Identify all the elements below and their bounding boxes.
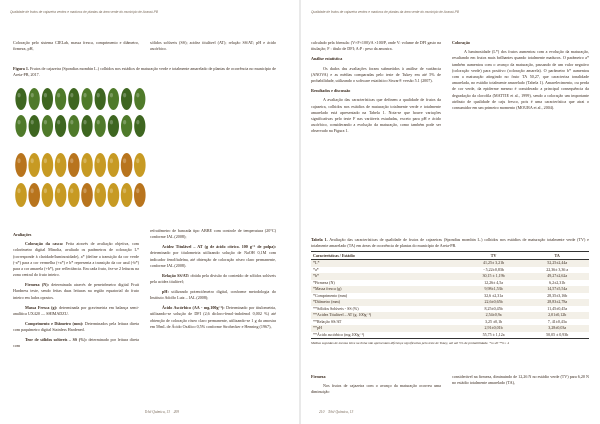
text-refratometro: refratômetro de bancada tipo ABBE com controle de temperatura (20°C) conforme IAL (2008); [150, 228, 276, 240]
table-cell-tv: - 5,22±0,83b [483, 266, 504, 272]
table-row [311, 332, 589, 339]
footer-journal-right: Tchê Química [327, 410, 348, 414]
green-fruit [134, 88, 145, 110]
yellow-fruit [28, 183, 40, 207]
fruit-highlight [97, 158, 100, 163]
green-fruit [121, 115, 132, 137]
right-page [301, 0, 600, 424]
intro-text: Coloração pelo sistema CIELab, massa fresca, comprimento e diâmetro, firmeza, pH, [13, 40, 139, 52]
table-cell-ta: 2,01±0,12b [525, 312, 589, 319]
right-col-1 [311, 40, 441, 138]
fruit-highlight [123, 93, 126, 97]
right-col-2 [452, 40, 589, 115]
fruit-highlight [17, 120, 20, 124]
fruit-highlight [70, 158, 73, 163]
running-header-left: Qualidade de frutos de cajazeira verdes e maduros de plantas da área verde do município de Acaraú-PB [10, 10, 159, 14]
table-cell-ta: 3,28±0,03a [525, 325, 589, 332]
fruit-highlight [57, 188, 60, 193]
text-firmeza-result: Nos frutos de cajazeira com o avanço da maturação ocorreu uma diminuição [311, 383, 441, 395]
green-fruit [68, 88, 79, 110]
fruit-highlight [83, 158, 86, 163]
text-ratio: obtida pela divisão do conteúdo de sólidos solúveis pela acidez titulável; [150, 272, 276, 285]
table-cell-characteristic: **Sólidos Solúveis - SS (%) [313, 305, 359, 311]
text-resultados: A avaliação das características que definem a qualidade de frutos da cajazeira, colhidos nos estádios de maturação totalmente verde e totalmente amarelado está apresentado na Tabela 1. Nota-se que houve variações significativas pelo teste F nas variáveis estudadas, exceto para pH e ácido ascórbico, considerando a evolução da maturação, como também pode ser observado na Figura 1. [311, 97, 441, 134]
fruit-highlight [44, 93, 47, 97]
table-cell-tv: 55,75 ± 1,12a [462, 332, 526, 339]
fruit-highlight [123, 188, 126, 193]
table-cell-characteristic: *Massa fresca (g) [311, 286, 462, 293]
green-fruit [134, 115, 145, 137]
table-cell-tv: 22,6±0,65b [462, 299, 526, 306]
label-ph: pH: [162, 289, 169, 295]
yellow-fruit [121, 153, 133, 177]
section-estatistica: Análise estatística [311, 56, 343, 62]
fruit-highlight [70, 120, 73, 124]
footer-right: 210 Tchê Química, 13 [319, 410, 354, 414]
section-firmeza: Firmeza [311, 374, 326, 379]
fruit-highlight [31, 188, 34, 193]
green-fruit [81, 115, 92, 137]
table-cell-ta: 11,45±0,45a [547, 305, 568, 311]
table-header-ta: TA [525, 252, 589, 260]
table-cell-ta: 28,35±3,16b [547, 292, 568, 298]
table-cell-characteristic: *Comprimento (mm) [313, 292, 348, 298]
footer-left: Tchê Química, 13 209 [144, 410, 179, 414]
left-col-2 [150, 228, 276, 334]
text-aa: Determinado por titulometria, utilizando-se solução de DFI (2,6 dicloro-fenol-indofenol 0,002 %) até obtenção de coloração róseo claro permanente, utilizando-se 1 g da amostra em 50mL de Ácido Oxálico 0,5% conforme Strohecker e Henning (1967), [150, 305, 276, 329]
footer-page-number: 209 [173, 410, 179, 414]
table-cell-characteristic: **Relação SS/AT [313, 318, 342, 324]
fruit-highlight [31, 93, 34, 97]
fruit-highlight [136, 158, 139, 163]
fruit-highlight [110, 188, 113, 193]
yellow-fruit [55, 183, 67, 207]
table-cell-characteristic: *Diâmetro (mm) [311, 299, 462, 306]
fruit-highlight [97, 188, 100, 193]
fruit-highlight [57, 93, 60, 97]
text-coloracao-result: A luminosidade (L*) dos frutos aumentou com a evolução da maturação, resultando em frutos mais brilhantes quando totalmente maduros. O parâmetro a* também aumentou com o avanço da maturação, passando de um valor negativo (coloração verde) para positivo (coloração amarela). O parâmetro b* aumentou com a maturação atingindo no fruto TA 50,27, que caracteriza tonalidade amarelada, no estádio totalmente amarelado (Tabela 1). Amarelecimento, ou perda de cor verde, da epiderme mesmo é considerado a principal consequência da degradação da clorofila (MATTIE et al., 1999), sendo a coloração um importante atributo de qualidade de caju fresco, pois é uma característica que atrai o consumidor em um primeiro momento (MOURA et al., 2004). [452, 49, 589, 111]
yellow-fruit [121, 183, 133, 207]
yellow-fruit [134, 153, 146, 177]
quality-table [311, 251, 589, 339]
yellow-fruit [55, 153, 67, 177]
fruit-highlight [44, 120, 47, 124]
label-comprimento: Comprimento e Diâmetro (mm): [25, 320, 84, 326]
right-col-1-bottom [311, 374, 441, 399]
fruit-highlight [17, 158, 20, 163]
green-fruit [68, 115, 79, 137]
fruit-highlight [110, 120, 113, 124]
yellow-fruit [94, 153, 106, 177]
fruit-highlight [70, 188, 73, 193]
yellow-fruit [68, 183, 80, 207]
table-cell-tv: 2,91±0,01b [462, 325, 526, 332]
yellow-fruit [81, 183, 93, 207]
table-footnote: Médias seguidas de mesma letra na linha não apresentam diferença significativa pelo teste de Tukey, até até 5% de probabilidade. *n=20 **n= 4 [311, 341, 509, 346]
yellow-fruit [28, 153, 40, 177]
section-resultados: Resultados e discussão [311, 88, 351, 94]
label-massa: Massa Fresca (g): [25, 304, 58, 310]
yellow-fruit [94, 183, 106, 207]
fruit-highlight [31, 120, 34, 124]
label-sst: Teor de sólidos solúveis – SS (%): [25, 337, 87, 343]
fruit-highlight [97, 93, 100, 97]
green-fruit [42, 88, 53, 110]
text-comprimento: Determinados pela leitura direta com paquímetro digital Stainless Hardened. [13, 320, 139, 333]
left-col-2-top [150, 40, 276, 56]
table-row [311, 260, 589, 267]
fruit-highlight [57, 120, 60, 124]
green-fruit [108, 115, 119, 137]
footer-volume-right: 13 [349, 410, 354, 414]
table-cell-tv: 41,25± 3,21b [462, 260, 526, 267]
fruit-highlight [110, 93, 113, 97]
fruit-highlight [136, 120, 139, 124]
left-col-1-top [13, 40, 139, 56]
table-cell-characteristic: *L* [311, 260, 462, 267]
left-page [0, 0, 299, 424]
fruit-highlight [83, 120, 86, 124]
figure-label: Figura 1. [13, 66, 29, 71]
footer-page-number-right: 210 [319, 410, 325, 414]
fruit-highlight [97, 120, 100, 124]
fruit-highlight [57, 158, 60, 163]
text-coloracao: Feita através de avaliação objetiva, com colorímetro digital Minolta, avaliado os parâmetros de coloração L* (corresponde à claridade/luminosidade), a* (define a transição da cor verde (-a*) para a cor vermelha (+a*) e b* representa a transição da cor azul (-b*) para a cor amarela (+b*), por reflectância. Em cada fruto, fez-se 2 leituras na zona central do fruto inteiro. [13, 241, 139, 278]
yellow-fruit [81, 153, 93, 177]
green-fruit [81, 88, 92, 110]
fruit-highlight [136, 188, 139, 193]
fruit-highlight [123, 158, 126, 163]
table-cell-tv: 9,98±1,53b [462, 286, 526, 293]
section-coloracao: Coloração [452, 40, 470, 45]
fruit-highlight [123, 120, 126, 124]
table-cell-ta: 22,36± 3,36 a [546, 266, 569, 272]
yellow-fruit [15, 153, 27, 177]
green-fruit [95, 88, 106, 110]
table-cell-characteristic: *b* [311, 273, 462, 280]
table-cell-tv: 30,15 ± 1,19b [462, 273, 526, 280]
footer-volume: 13 [166, 410, 171, 414]
table-header-characteristics: Características / Estádio [311, 252, 462, 260]
section-avaliacoes: Avaliações [13, 232, 32, 237]
text-massa: determinada por gravimetria em balança semi-analítica UX420 — SHIMADZU. [13, 304, 139, 316]
green-fruit [121, 88, 132, 110]
table-header-tv: TV [462, 252, 526, 260]
table-cell-ta: 49,27±2,62a [525, 273, 589, 280]
green-fruit [29, 115, 40, 137]
yellow-fruit [108, 183, 120, 207]
label-firmeza: Firmeza (N): [25, 282, 49, 288]
fruit-highlight [44, 158, 47, 163]
left-col-1 [13, 228, 139, 353]
fruit-highlight [31, 158, 34, 163]
table-cell-ta: 52,25±2,44a [525, 260, 589, 267]
fruit-highlight [44, 188, 47, 193]
fruit-highlight [83, 188, 86, 193]
table-cell-tv: 8,25±0,45b [484, 305, 503, 311]
text-at: determinado por titulometria utilizando solução de NaOH 0,1M com indicador fenolftaleína, até obtenção de coloração róseo claro permanente, conforme IAL (2008). [150, 250, 276, 268]
footer-journal: Tchê Química [144, 410, 165, 414]
text-ph: utilizando potenciômetro digital, conforme metodologia do Instituto Adolfo Lutz – IAL (2008); [150, 289, 276, 301]
right-col-2-bottom [452, 374, 589, 390]
green-fruit [42, 115, 53, 137]
table-cell-characteristic: *a* [313, 266, 319, 272]
green-fruit [15, 88, 26, 110]
green-fruit [108, 88, 119, 110]
green-fruit [15, 115, 26, 137]
fruits-photo [13, 85, 149, 223]
table-cell-characteristic: **pH [311, 325, 462, 332]
yellow-fruit [134, 183, 146, 207]
green-fruit [55, 88, 66, 110]
table-cell-tv: 32,6 ±2,31a [484, 292, 504, 298]
label-ratio: Relação SS/AT: [162, 272, 190, 278]
fruit-highlight [110, 158, 113, 163]
table-cell-ta: 6,2±2,31b [549, 279, 566, 285]
label-at: Acidez Titulável – AT (g de ácido cítrico. 100 g⁻¹ de polpa): [162, 244, 276, 250]
fruit-highlight [70, 93, 73, 97]
table-cell-tv: 12,26± 4,5a [484, 279, 504, 285]
fruit-highlight [17, 93, 20, 97]
text-firmeza-cont: considerável na firmeza, diminuindo de 12,26 N no estádio verde (TV) para 6,20 N no estádio totalmente amarelado (TA), [452, 374, 589, 386]
green-fruit [29, 88, 40, 110]
intro-text-2: sólidos solúveis (SS); acidez titulável (AT); relação SS/AT; pH e ácido ascórbico. [150, 40, 276, 52]
table-1 [311, 237, 589, 346]
table-cell-characteristic: *Firmeza (N) [313, 279, 335, 285]
formula-text: calculado pela fórmula: (V×F×100)/A ×100/P, onde V: volume de DFI gasto na titulação; F : título de DFI; A:P : peso da amostra. [311, 40, 441, 52]
green-fruit [55, 115, 66, 137]
green-fruit [95, 115, 106, 137]
figure-caption-text: Frutos de cajazeira (Spondias mombin L.) colhidos nos estádios de maturação verde e totalmente amarelado de plantas de ocorrência no município de Areia-PB, 2017. [13, 66, 276, 78]
table-caption [311, 237, 589, 249]
figure-caption [13, 66, 276, 82]
table-label: Tabela 1. [311, 237, 328, 242]
fruit-highlight [83, 93, 86, 97]
table-cell-ta: 28,83±2,78a [525, 299, 589, 306]
fruit-highlight [136, 93, 139, 97]
table-cell-ta: 50,05 ± 0,93b [525, 332, 589, 339]
table-caption-text: Avaliação das características de qualidade de frutos de cajazeiras (Spondias mombin L.) colhidos nos estádios de maturação totalmente verde (TV) e totalmente amarelado (TA) em áreas de ocorrência de plantas do município de Areia-PB. [311, 237, 589, 249]
fruit-highlight [17, 188, 20, 193]
figure-fruits [13, 85, 149, 223]
yellow-fruit [68, 153, 80, 177]
running-header-right: Qualidade de frutos de cajazeira verdes e maduros de plantas da área verde do município de Acaraú-PB [311, 10, 460, 14]
yellow-fruit [42, 183, 54, 207]
table-cell-tv: 2,54±0,9a [462, 312, 526, 319]
label-coloracao: Coloração da casca: [25, 241, 64, 247]
table-cell-characteristic: **Ácido ascórbico (mg.100g⁻¹) [311, 332, 462, 339]
label-aa: Ácido Ascórbico (AA - mg.100g⁻¹): [162, 305, 225, 311]
yellow-fruit [42, 153, 54, 177]
yellow-fruit [15, 183, 27, 207]
text-firmeza: determinada através de penetrômetro digital Fruit Hardness teste, sendo feitas duas leituras na região equatorial do fruto inteiro em lados opostos. [13, 282, 139, 300]
text-sst: determinado por leitura direta com [13, 337, 139, 349]
text-estatistica: Os dados das avaliações foram submetidos à análise de variância (ANOVA) e as médias comparadas pelo teste de Tukey em até 5% de probabilidade, utilizando o software estatístico Sisvar® versão 5.1 (2007). [311, 65, 441, 84]
table-cell-characteristic: **Acidez Titulável – AT (g. 100g⁻¹) [311, 312, 462, 319]
table-cell-ta: 14,57±5,54a [525, 286, 589, 293]
table-cell-ta: 7, 41±0,43a [547, 318, 567, 324]
table-cell-tv: 3,25 ±0,1b [484, 318, 503, 324]
yellow-fruit [108, 153, 120, 177]
